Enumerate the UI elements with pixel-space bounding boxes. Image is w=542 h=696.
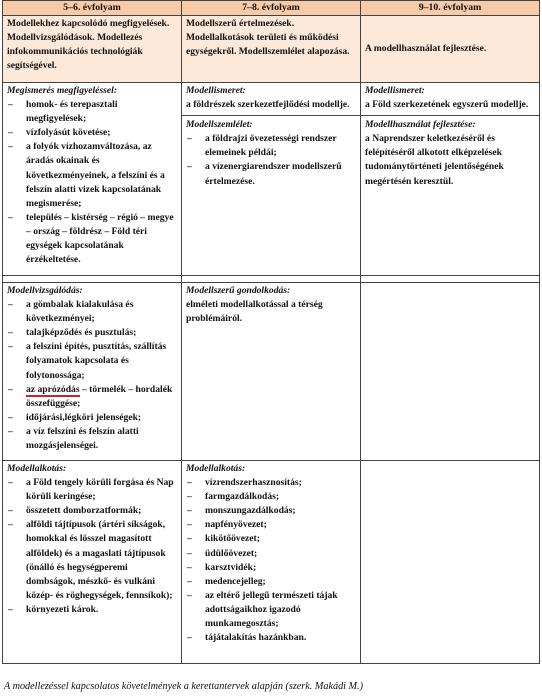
list-item: – a víz felszíni és felszín alatti mozgásjelenségei. xyxy=(7,425,177,453)
requirements-table xyxy=(2,0,540,664)
intro-col3: A modellhasználat fejlesztése. xyxy=(361,16,540,83)
empty-cell xyxy=(361,283,540,461)
header-grade-9-10: 9–10. évfolyam xyxy=(361,1,540,16)
list-item: – napfényövezet; xyxy=(186,518,356,532)
observation-list xyxy=(7,98,177,267)
observation-cell xyxy=(3,83,182,276)
list-item: – összetett domborzatformák; xyxy=(7,504,177,518)
list-item: – üdülőövezet; xyxy=(186,547,356,561)
model-knowledge-title: Modellismeret: xyxy=(365,85,425,96)
model-creation-title: Modellalkotás: xyxy=(186,463,246,474)
header-row xyxy=(3,1,540,16)
list-item: – kikötőövezet; xyxy=(186,532,356,546)
list-item: – karsztvidék; xyxy=(186,561,356,575)
model-creation-list xyxy=(186,476,356,645)
model-thinking-text: elméleti modellalkotással a térség problémáiról. xyxy=(186,299,323,325)
model-creation-list xyxy=(7,476,177,617)
header-grade-5-6: 5–6. évfolyam xyxy=(3,1,182,16)
figure-caption: A modellezéssel kapcsolatos követelmények a kerettantervek alapján (szerk. Makádi M.) xyxy=(4,681,363,692)
list-item: – település – kistérség – régió – megye – ország – földrész – Föld téri egységek kapcsolatának érzékeltetése. xyxy=(7,211,177,267)
model-creation-title: Modellalkotás: xyxy=(7,463,67,474)
list-item: – a folyók vízhozamváltozása, az áradás okainak és következményeinek, a felszíni és a felszín alatti vizek kapcsolatának megismerése; xyxy=(7,140,177,210)
model-thinking-cell xyxy=(182,283,361,461)
list-item: – alföldi tájtípusok (ártéri síkságok, homokkal és lösszel magasított alföldek) és a magaslati tájtípusok (önálló és hegységperemi dombságok, mészkő- és vulkáni közép- és röghegységek, fennsíkok); xyxy=(7,518,177,603)
list-item xyxy=(7,383,177,411)
model-use-title: Modellhasználat fejlesztése: xyxy=(365,119,476,131)
intro-row xyxy=(3,16,540,83)
list-item: – az eltérő jellegű természeti tájak adottságaikhoz igazodó munkamegosztás; xyxy=(186,589,356,631)
list-item: – környezeti károk. xyxy=(7,603,177,617)
intro-col1: Modellekhez kapcsolódó megfigyelések. Modellvizsgálódások. Modellezés infokommunikációs technológiák segítségével. xyxy=(3,16,182,83)
header-grade-7-8: 7–8. évfolyam xyxy=(182,1,361,16)
model-knowledge-cell-7-8 xyxy=(182,83,361,276)
list-item: – farmgazdálkodás; xyxy=(186,490,356,504)
section1-row xyxy=(3,83,540,276)
model-knowledge-cell-9-10 xyxy=(361,83,540,276)
model-view-title: Modellszemlélet: xyxy=(186,119,253,131)
model-knowledge-text: a földrészek szerkezetfejlődési modellje. xyxy=(186,99,350,111)
list-item: – monszungazdálkodás; xyxy=(186,504,356,518)
list-item: – talajképződés és pusztulás; xyxy=(7,326,177,340)
gap-row xyxy=(3,276,540,283)
list-item: – a földrajzi övezetességi rendszer elemeinek példái; xyxy=(186,132,356,160)
cell-divider xyxy=(182,115,360,116)
model-creation-cell-7-8 xyxy=(182,461,361,664)
list-item: – vízfolyásút követése; xyxy=(7,126,177,140)
model-view-list xyxy=(186,132,356,188)
list-item: – a Föld tengely körüli forgása és Nap körüli keringése; xyxy=(7,476,177,504)
model-thinking-title: Modellszerű gondolkodás: xyxy=(186,285,291,296)
section3-row xyxy=(3,461,540,664)
model-knowledge-title: Modellismeret: xyxy=(186,85,246,96)
list-item: – vízrendszerhasznosítás; xyxy=(186,476,356,490)
observation-title: Megismerés megfigyeléssel: xyxy=(7,85,118,96)
model-investigation-cell xyxy=(3,283,182,461)
list-item: – homok- és terepasztali megfigyelések; xyxy=(7,98,177,126)
list-item: – tájátalakítás hazánkban. xyxy=(186,631,356,645)
cell-divider xyxy=(361,115,539,116)
model-use-text: a Naprendszer keletkezéséről és felépítéséről alkotott elképzelések tudománytörténeti jelentőségének megértésén keresztül. xyxy=(365,133,504,187)
list-item: – a felszíni építés, pusztítás, szállítás folyamatok kapcsolata és folytonossága; xyxy=(7,340,177,382)
list-item-rest: – törmelék – hordalék összefüggése; xyxy=(26,383,173,409)
list-item: – a vízenergiarendszer modellszerű értelmezése. xyxy=(186,160,356,188)
list-item: – a gömbalak kialakulása és következményei; xyxy=(7,298,177,326)
model-investigation-list xyxy=(7,298,177,453)
model-knowledge-text: a Föld szerkezetének egyszerű modellje. xyxy=(365,99,529,111)
intro-col2: Modellszerű értelmezések. Modellalkotások területi és működési egységekről. Modellszemlélet alapozása. xyxy=(182,16,361,83)
model-investigation-title: Modellvizsgálódás: xyxy=(7,285,83,296)
model-creation-cell-5-6 xyxy=(3,461,182,664)
empty-cell xyxy=(361,461,540,664)
underlined-term: az aprózódás xyxy=(26,383,80,395)
list-item: – időjárási,légköri jelenségek; xyxy=(7,411,177,425)
section2-row xyxy=(3,283,540,461)
list-item: – medencejelleg; xyxy=(186,575,356,589)
